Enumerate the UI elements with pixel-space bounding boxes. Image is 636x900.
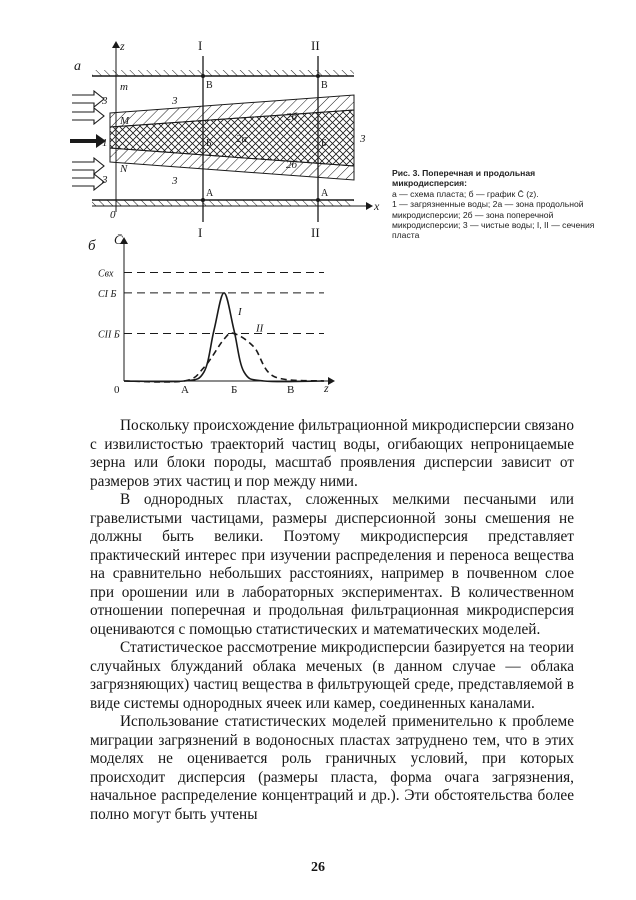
panel-a-label: а (74, 59, 81, 74)
paragraph-4: Использование статистических моделей применительно к проблеме миграции загрязнений в водоносных пластах затруднено тем, что в этих моделях не оценивается роль граничных условий, при которых происходит дисперсия (размеры пласта, форма очага загрязнения, начальное распределение концентраций и др.). Эти обстоятельства более полно могут быть учтены (90, 713, 574, 823)
arrow-clean-2 (72, 108, 104, 124)
point-B-I (201, 74, 205, 78)
zone-1-label: 1 (102, 137, 108, 149)
paragraph-2: В однородных пластах, сложенных мелкими песчаными или гравелистыми частицами, размеры дисперсионной зоны смешения не должны быть велики. Поэтому микродисперсия представляет практический интерес при изучении распределения и переноса вещества на сравнительно небольших расстояниях, например в почвенном слое при орошении или в лабораторных экспериментах. В количественном отношении поперечная и продольная фильтрационная микродисперсия оцениваются с помощью статистических и математических моделей. (90, 491, 574, 638)
panel-b-label: б (88, 238, 96, 254)
zone-3-arrow-top: 3 (102, 95, 108, 107)
x-tick-label-2: Б (231, 384, 238, 396)
label-b-I: Б (206, 138, 212, 149)
section-I-top: I (198, 38, 203, 53)
label-M: M (120, 115, 130, 127)
section-I-bottom: I (198, 225, 203, 240)
panel-a (70, 38, 380, 240)
arrow-clean-4 (72, 174, 104, 190)
label-A-II: А (321, 188, 329, 199)
caption-line-2: 1 — загрязненные воды; 2а — зона продольной микродисперсии; 2б — зона поперечной микродисперсии; 3 — чистые воды; I, II — сечения пласта (392, 199, 595, 241)
y-tick-label-0: Cвх (98, 268, 114, 280)
label-A-I: А (206, 188, 214, 199)
series-II-curve (124, 333, 324, 382)
x-axis-label: x (374, 199, 380, 213)
body-text (90, 417, 574, 824)
arrow-clean-1 (72, 91, 104, 107)
section-II-bottom: II (311, 225, 320, 240)
zone-3-top: 3 (172, 95, 178, 107)
label-m: m (120, 81, 128, 93)
chart-y-label: C̄ (114, 232, 123, 247)
series-II-label: II (256, 322, 264, 335)
series-I-curve (124, 293, 324, 382)
label-B-I: В (206, 80, 213, 91)
label-N: N (120, 163, 128, 175)
y-tick-label-1: CI Б (98, 288, 117, 300)
label-B-II: В (321, 80, 328, 91)
figure-caption (392, 168, 604, 241)
point-B-II (316, 74, 320, 78)
point-A-I (201, 198, 205, 202)
x-tick-label-0: 0 (114, 384, 120, 396)
caption-line-1: а — схема пласта; б — график C̄ (z). (392, 188, 539, 199)
label-b-II: Б (321, 138, 327, 149)
paragraph-3: Статистическое рассмотрение микродисперсии базируется на теории случайных блужданий облака меченых (в данном случае — облака загрязняющих) частиц вещества в фильтрующей среде, представляемой в виде системы однородных ячеек или камер, соединенных каналами. (90, 639, 574, 712)
panel-b-chart (88, 232, 334, 396)
paragraph-1: Поскольку происхождение фильтрационной микродисперсии связано с извилистостью траекторий частиц воды, огибающих непроницаемые зерна или блоки породы, масштаб проявления дисперсии зависит от размеров этих частиц и пор между ними. (90, 417, 574, 490)
origin-label: 0 (110, 209, 116, 221)
zone-3-right: 3 (360, 133, 366, 145)
x-tick-label-3: В (287, 384, 295, 396)
zone-2b-bottom-label: 2б (286, 159, 298, 171)
section-II-top: II (311, 38, 320, 53)
top-boundary-hatch (92, 70, 354, 76)
x-tick-label-1: А (181, 384, 189, 396)
y-tick-label-2: CII Б (98, 329, 120, 341)
arrow-clean-3 (72, 158, 104, 174)
z-axis-label: z (120, 39, 125, 53)
series-I-label: I (238, 305, 242, 318)
zone-3-arrow-bottom: 3 (102, 174, 108, 186)
chart-x-label: z (324, 381, 329, 395)
arrow-contaminated (70, 134, 106, 148)
page-number: 26 (311, 860, 325, 875)
bottom-boundary-hatch (92, 200, 354, 206)
point-A-II (316, 198, 320, 202)
caption-head: Рис. 3. Поперечная и продольная микродисперсия: (392, 168, 536, 189)
zone-2b-top-label: 2б (286, 111, 298, 123)
zone-2a-label: 2а (236, 133, 247, 145)
zone-3-bottom: 3 (172, 175, 178, 187)
